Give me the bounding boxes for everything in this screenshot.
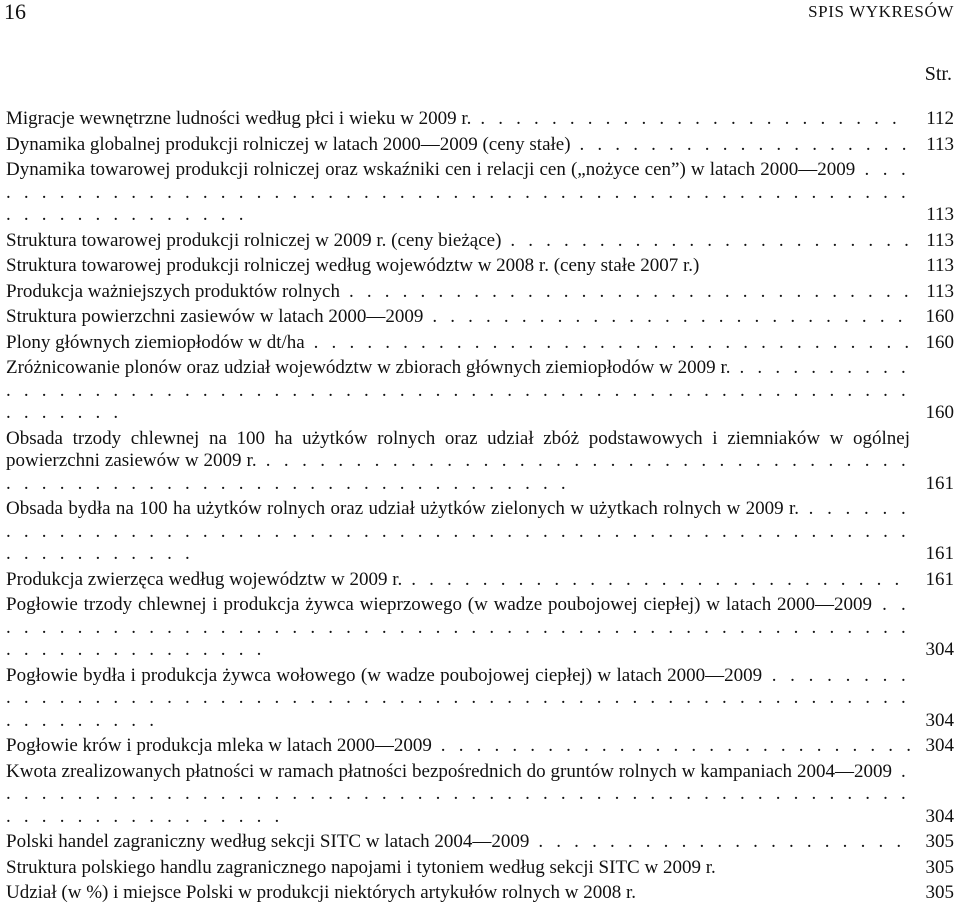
entry-page: 304 <box>925 709 954 731</box>
page-column-header: Str. <box>924 63 952 85</box>
list-item[interactable] <box>6 735 954 758</box>
entry-page: 113 <box>926 133 954 155</box>
entry-page: 305 <box>925 856 954 878</box>
entry-page: 113 <box>926 229 954 251</box>
entry-title: Pogłowie krów i produkcja mleka w latach 2000—2009 . . . <box>6 735 910 758</box>
list-item[interactable] <box>6 230 954 253</box>
entry-title: Polski handel zagraniczny według sekcji SITC w latach 2004—2009 . . . <box>6 831 910 854</box>
entry-title: Dynamika globalnej produkcji rolniczej w latach 2000—2009 (ceny stałe) . . . <box>6 134 910 157</box>
list-item[interactable] <box>6 761 954 829</box>
entry-title: Udział (w %) i miejsce Polski w produkcji niektórych artykułów rolnych w 2008 r. <box>6 882 637 903</box>
entry-page: 113 <box>926 255 954 276</box>
list-item[interactable] <box>6 665 954 733</box>
list-item[interactable] <box>6 134 954 157</box>
chart-list <box>6 108 954 905</box>
entry-page: 304 <box>925 805 954 827</box>
list-item[interactable] <box>6 255 954 278</box>
list-item[interactable] <box>6 159 954 227</box>
page-number: 16 <box>4 0 26 24</box>
entry-page: 112 <box>926 108 954 129</box>
entry-title: Zróżnicowanie plonów oraz udział województw w zbiorach głównych ziemiopłodów w 2009 r. . . . <box>6 357 910 425</box>
entry-title: Struktura powierzchni zasiewów w latach 2000—2009 . . . <box>6 306 910 329</box>
entry-page: 113 <box>926 280 954 302</box>
entry-page: 305 <box>925 831 954 852</box>
entry-page: 161 <box>925 472 954 494</box>
entry-page: 305 <box>925 882 954 903</box>
list-item[interactable] <box>6 831 954 854</box>
list-item[interactable] <box>6 594 954 662</box>
entry-title: Struktura towarowej produkcji rolniczej według województw w 2008 r. (ceny stałe 2007 r.) <box>6 255 700 276</box>
list-item[interactable] <box>6 108 954 131</box>
page-header <box>4 0 954 28</box>
entry-title: Plony głównych ziemiopłodów w dt/ha . . . <box>6 332 910 355</box>
entry-page: 161 <box>925 568 954 590</box>
entry-title: Kwota zrealizowanych płatności w ramach płatności bezpośrednich do gruntów rolnych w kampaniach 2004—2009 . . . <box>6 761 910 829</box>
entry-page: 160 <box>925 331 954 353</box>
list-item[interactable] <box>6 857 954 880</box>
entry-title: Obsada bydła na 100 ha użytków rolnych oraz udział użytków zielonych w użytkach rolnych w 2009 r. . . . <box>6 498 910 566</box>
entry-page: 304 <box>925 639 954 660</box>
entry-title: Dynamika towarowej produkcji rolniczej oraz wskaźniki cen i relacji cen („nożyce cen”) w latach 2000—2009 . . . <box>6 159 910 227</box>
entry-page: 160 <box>925 306 954 327</box>
entry-page: 161 <box>925 543 954 564</box>
list-item[interactable] <box>6 306 954 329</box>
list-item[interactable] <box>6 569 954 592</box>
entry-title: Struktura polskiego handlu zagranicznego napojami i tytoniem według sekcji SITC w 2009 r. <box>6 856 716 878</box>
entry-page: 113 <box>926 204 954 225</box>
list-item[interactable] <box>6 357 954 425</box>
list-item[interactable] <box>6 281 954 304</box>
entry-title: Produkcja zwierzęca według województw w 2009 r. . . . <box>6 569 910 592</box>
entry-title: Migracje wewnętrzne ludności według płci i wieku w 2009 r. . . . <box>6 108 910 131</box>
list-item[interactable] <box>6 332 954 355</box>
entry-page: 160 <box>925 402 954 423</box>
section-title: SPIS WYKRESÓW <box>808 2 954 21</box>
list-item[interactable] <box>6 428 954 496</box>
entry-title: Obsada trzody chlewnej na 100 ha użytków rolnych oraz udział zbóż podstawowych i ziemniaków w ogólnej powierzchni zasiewów w 2009 r. . . . <box>6 428 910 496</box>
entry-title: Pogłowie bydła i produkcja żywca wołowego (w wadze poubojowej ciepłej) w latach 2000—2009 . . . <box>6 665 910 733</box>
entry-title: Struktura towarowej produkcji rolniczej w 2009 r. (ceny bieżące) . . . <box>6 230 910 253</box>
list-item[interactable] <box>6 882 954 905</box>
entry-title: Produkcja ważniejszych produktów rolnych . . . <box>6 281 910 304</box>
list-item[interactable] <box>6 498 954 566</box>
entry-page: 304 <box>925 735 954 756</box>
entry-title: Pogłowie trzody chlewnej i produkcja żywca wieprzowego (w wadze poubojowej ciepłej) w latach 2000—2009 . . . <box>6 594 910 662</box>
